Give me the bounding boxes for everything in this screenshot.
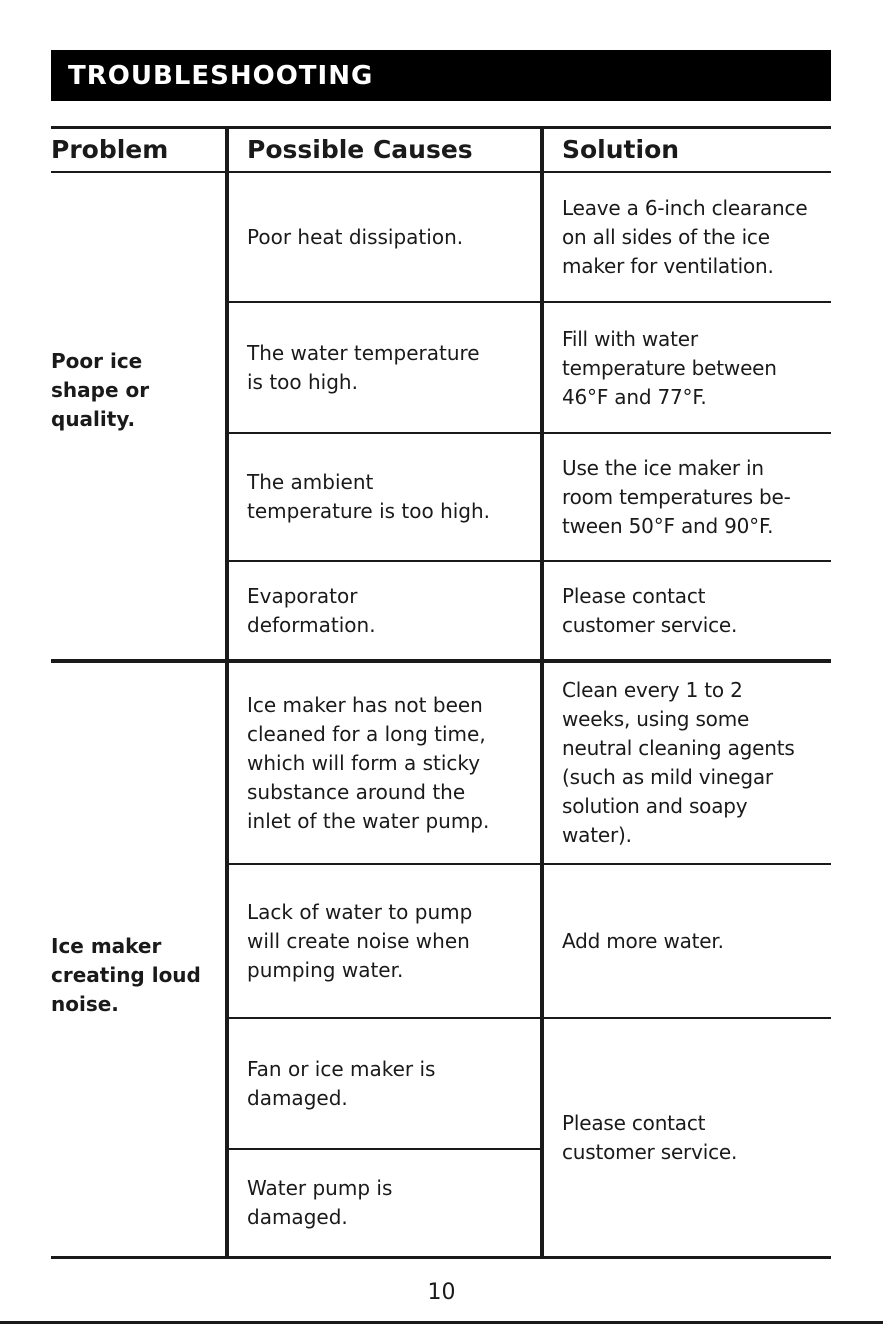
cause-cell: Lack of water to pump will create noise when pumping water.	[247, 899, 473, 982]
cause-cell: Fan or ice maker is damaged.	[247, 1056, 436, 1110]
solution-cell: Clean every 1 to 2 weeks, using some neutral cleaning agents (such as mild vinegar solution and soapy water).	[562, 678, 795, 847]
solution-cell: Leave a 6-inch clearance on all sides of the ice maker for ventilation.	[562, 196, 808, 278]
cause-cell: The water temperature is too high.	[247, 341, 480, 394]
page-number: 10	[427, 1280, 456, 1305]
problem-poor-ice-quality: Poor ice shape or quality.	[51, 349, 150, 431]
solution-cell: Please contact customer service.	[562, 583, 738, 637]
solution-cell: Fill with water temperature between 46°F and 77°F.	[562, 326, 777, 409]
cause-cell: Ice maker has not been cleaned for a long time, which will form a sticky substance around the inlet of the water pump.	[247, 692, 490, 833]
table-top-rule	[51, 126, 831, 129]
solution-cell: Use the ice maker in room temperatures be- tween 50°F and 90°F.	[562, 455, 791, 538]
cause-cell: Water pump is damaged.	[247, 1176, 393, 1229]
section-title: TROUBLESHOOTING	[68, 60, 374, 91]
header-underline	[51, 171, 831, 173]
header-solution: Solution	[562, 135, 680, 164]
solution-cell-merged: Please contact customer service.	[562, 1110, 738, 1164]
cause-cell: Poor heat dissipation.	[247, 225, 464, 249]
problem-loud-noise: Ice maker creating loud noise.	[51, 934, 201, 1016]
cause-cell: Evaporator deformation.	[247, 583, 376, 637]
table-bottom-rule	[51, 1256, 831, 1259]
solution-cell: Add more water.	[562, 928, 724, 953]
cause-cell: The ambient temperature is too high.	[247, 470, 491, 523]
section-title-banner	[51, 50, 831, 101]
header-problem: Problem	[51, 135, 169, 164]
column-divider-1	[225, 126, 229, 1259]
header-possible-causes: Possible Causes	[247, 135, 473, 164]
row-divider	[229, 301, 831, 303]
column-divider-2	[540, 126, 544, 1259]
